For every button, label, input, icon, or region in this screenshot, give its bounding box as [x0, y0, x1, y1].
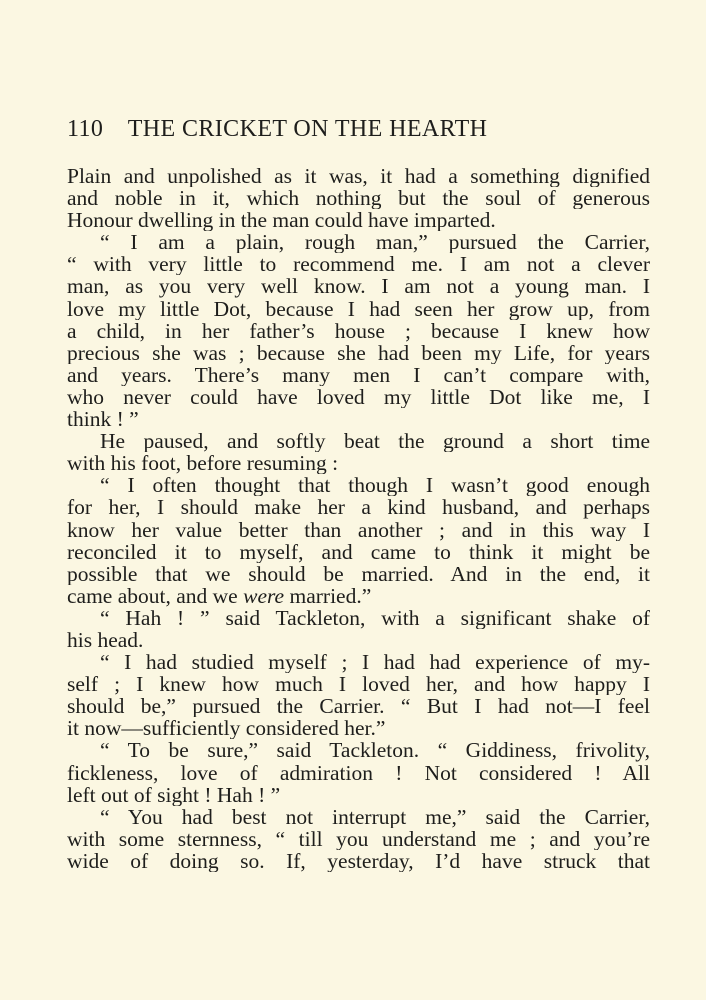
text-line: it now—sufficiently considered her.” [67, 717, 386, 740]
text-line: “ To be sure,” said Tackleton. “ Giddiness, frivolity, [100, 739, 650, 762]
text-line: his head. [67, 628, 144, 652]
italic-word: were [243, 584, 285, 607]
text-line: should be,” pursued the Carrier. “ But I had not—I feel [67, 695, 650, 718]
text-line-with-italic [67, 585, 650, 607]
text-line: know her value better than another ; and in this way I [67, 518, 650, 541]
text-line: Plain and unpolished as it was, it had a something dignified [67, 165, 650, 188]
body-text [67, 165, 650, 872]
text-line: Honour dwelling in the man could have imparted. [67, 209, 496, 232]
text-line: and years. There’s many men I can’t compare with, [67, 363, 650, 386]
text-line: “ Hah ! ” said Tackleton, with a significant shake of [100, 606, 650, 629]
text-line: with some sternness, “ till you understand me ; and you’re [67, 827, 650, 850]
text-line: possible that we should be married. And in the end, it [67, 562, 650, 585]
text-line: He paused, and softly beat the ground a short time [100, 430, 650, 453]
text-line: with his foot, before resuming : [67, 452, 339, 475]
text-line: reconciled it to myself, and came to think it might be [67, 540, 650, 563]
text-line: for her, I should make her a kind husband, and perhaps [67, 496, 650, 519]
text-line: “ I am a plain, rough man,” pursued the Carrier, [100, 231, 650, 254]
running-title: THE CRICKET ON THE HEARTH [127, 116, 488, 142]
page-number: 110 [67, 116, 104, 142]
page-header [67, 116, 587, 150]
text-fragment: married.” [284, 584, 372, 607]
text-line: man, as you very well know. I am not a young man. I [67, 275, 650, 298]
text-line: love my little Dot, because I had seen her grow up, from [67, 297, 650, 320]
text-line: “ I had studied myself ; I had had experience of my- [100, 651, 650, 674]
text-line: wide of doing so. If, yesterday, I’d have struck that [67, 849, 650, 872]
text-line: fickleness, love of admiration ! Not considered ! All [67, 761, 650, 784]
text-line: a child, in her father’s house ; because I knew how [67, 319, 650, 342]
text-line: “ I often thought that though I wasn’t good enough [100, 474, 650, 497]
text-line: “ with very little to recommend me. I am not a clever [67, 253, 650, 276]
text-line: self ; I knew how much I loved her, and how happy I [67, 673, 650, 696]
text-fragment: came about, and we [67, 584, 244, 607]
text-line: “ You had best not interrupt me,” said the Carrier, [100, 805, 650, 828]
text-line: think ! ” [67, 408, 139, 431]
text-line: and noble in it, which nothing but the soul of generous [67, 187, 650, 210]
text-line: left out of sight ! Hah ! ” [67, 783, 281, 806]
text-line: precious she was ; because she had been my Life, for years [67, 341, 650, 364]
text-line: who never could have loved my little Dot like me, I [67, 385, 650, 409]
